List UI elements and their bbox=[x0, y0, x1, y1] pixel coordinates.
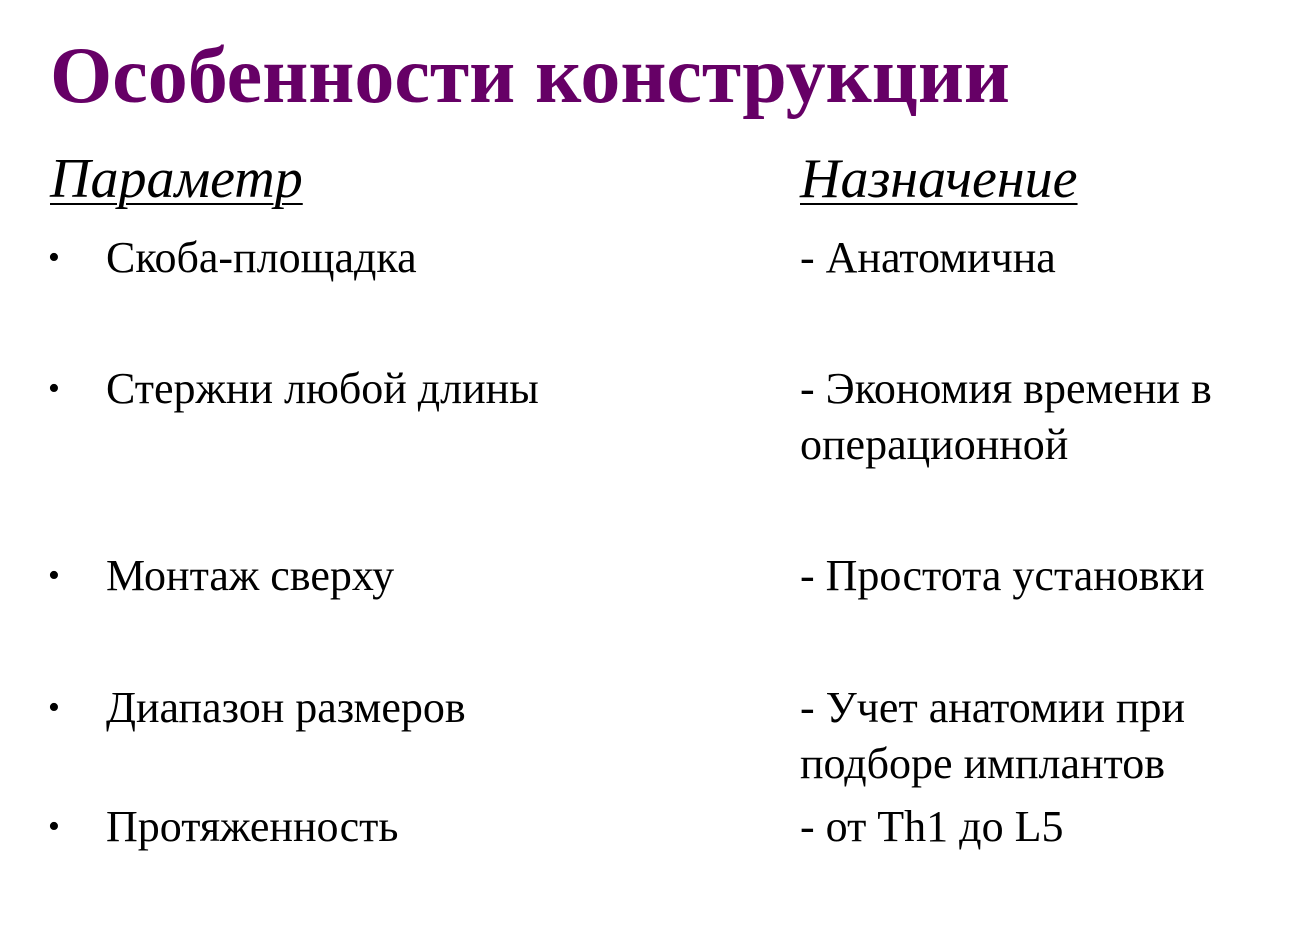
purpose-text bbox=[800, 230, 1290, 286]
parameter-text: Монтаж сверху bbox=[106, 551, 395, 600]
purpose-line: - от Th1 до L5 bbox=[800, 802, 1064, 851]
parameter-text: Протяженность bbox=[106, 802, 399, 851]
purpose-text bbox=[800, 548, 1290, 604]
purpose-text bbox=[800, 799, 1290, 855]
bullet-icon: • bbox=[48, 689, 60, 726]
purpose-line: подборе имплантов bbox=[800, 739, 1165, 788]
purpose-line: - Простота установки bbox=[800, 551, 1205, 600]
purpose-line: - Экономия времени в bbox=[800, 364, 1212, 413]
purpose-line: - Учет анатомии при bbox=[800, 683, 1185, 732]
parameter-text: Диапазон размеров bbox=[106, 683, 466, 732]
column-header-parameter: Параметр bbox=[50, 148, 303, 210]
purpose-line: операционной bbox=[800, 420, 1069, 469]
purpose-text bbox=[800, 361, 1290, 473]
column-header-purpose: Назначение bbox=[800, 148, 1078, 210]
bullet-icon: • bbox=[48, 808, 60, 845]
slide-title: Особенности конструкции bbox=[50, 32, 1010, 120]
parameter-text: Стержни любой длины bbox=[106, 364, 539, 413]
bullet-icon: • bbox=[48, 557, 60, 594]
purpose-line: - Анатомична bbox=[800, 233, 1056, 282]
bullet-icon: • bbox=[48, 370, 60, 407]
parameter-text: Скоба-площадка bbox=[106, 233, 417, 282]
purpose-text bbox=[800, 680, 1290, 792]
bullet-icon: • bbox=[48, 239, 60, 276]
